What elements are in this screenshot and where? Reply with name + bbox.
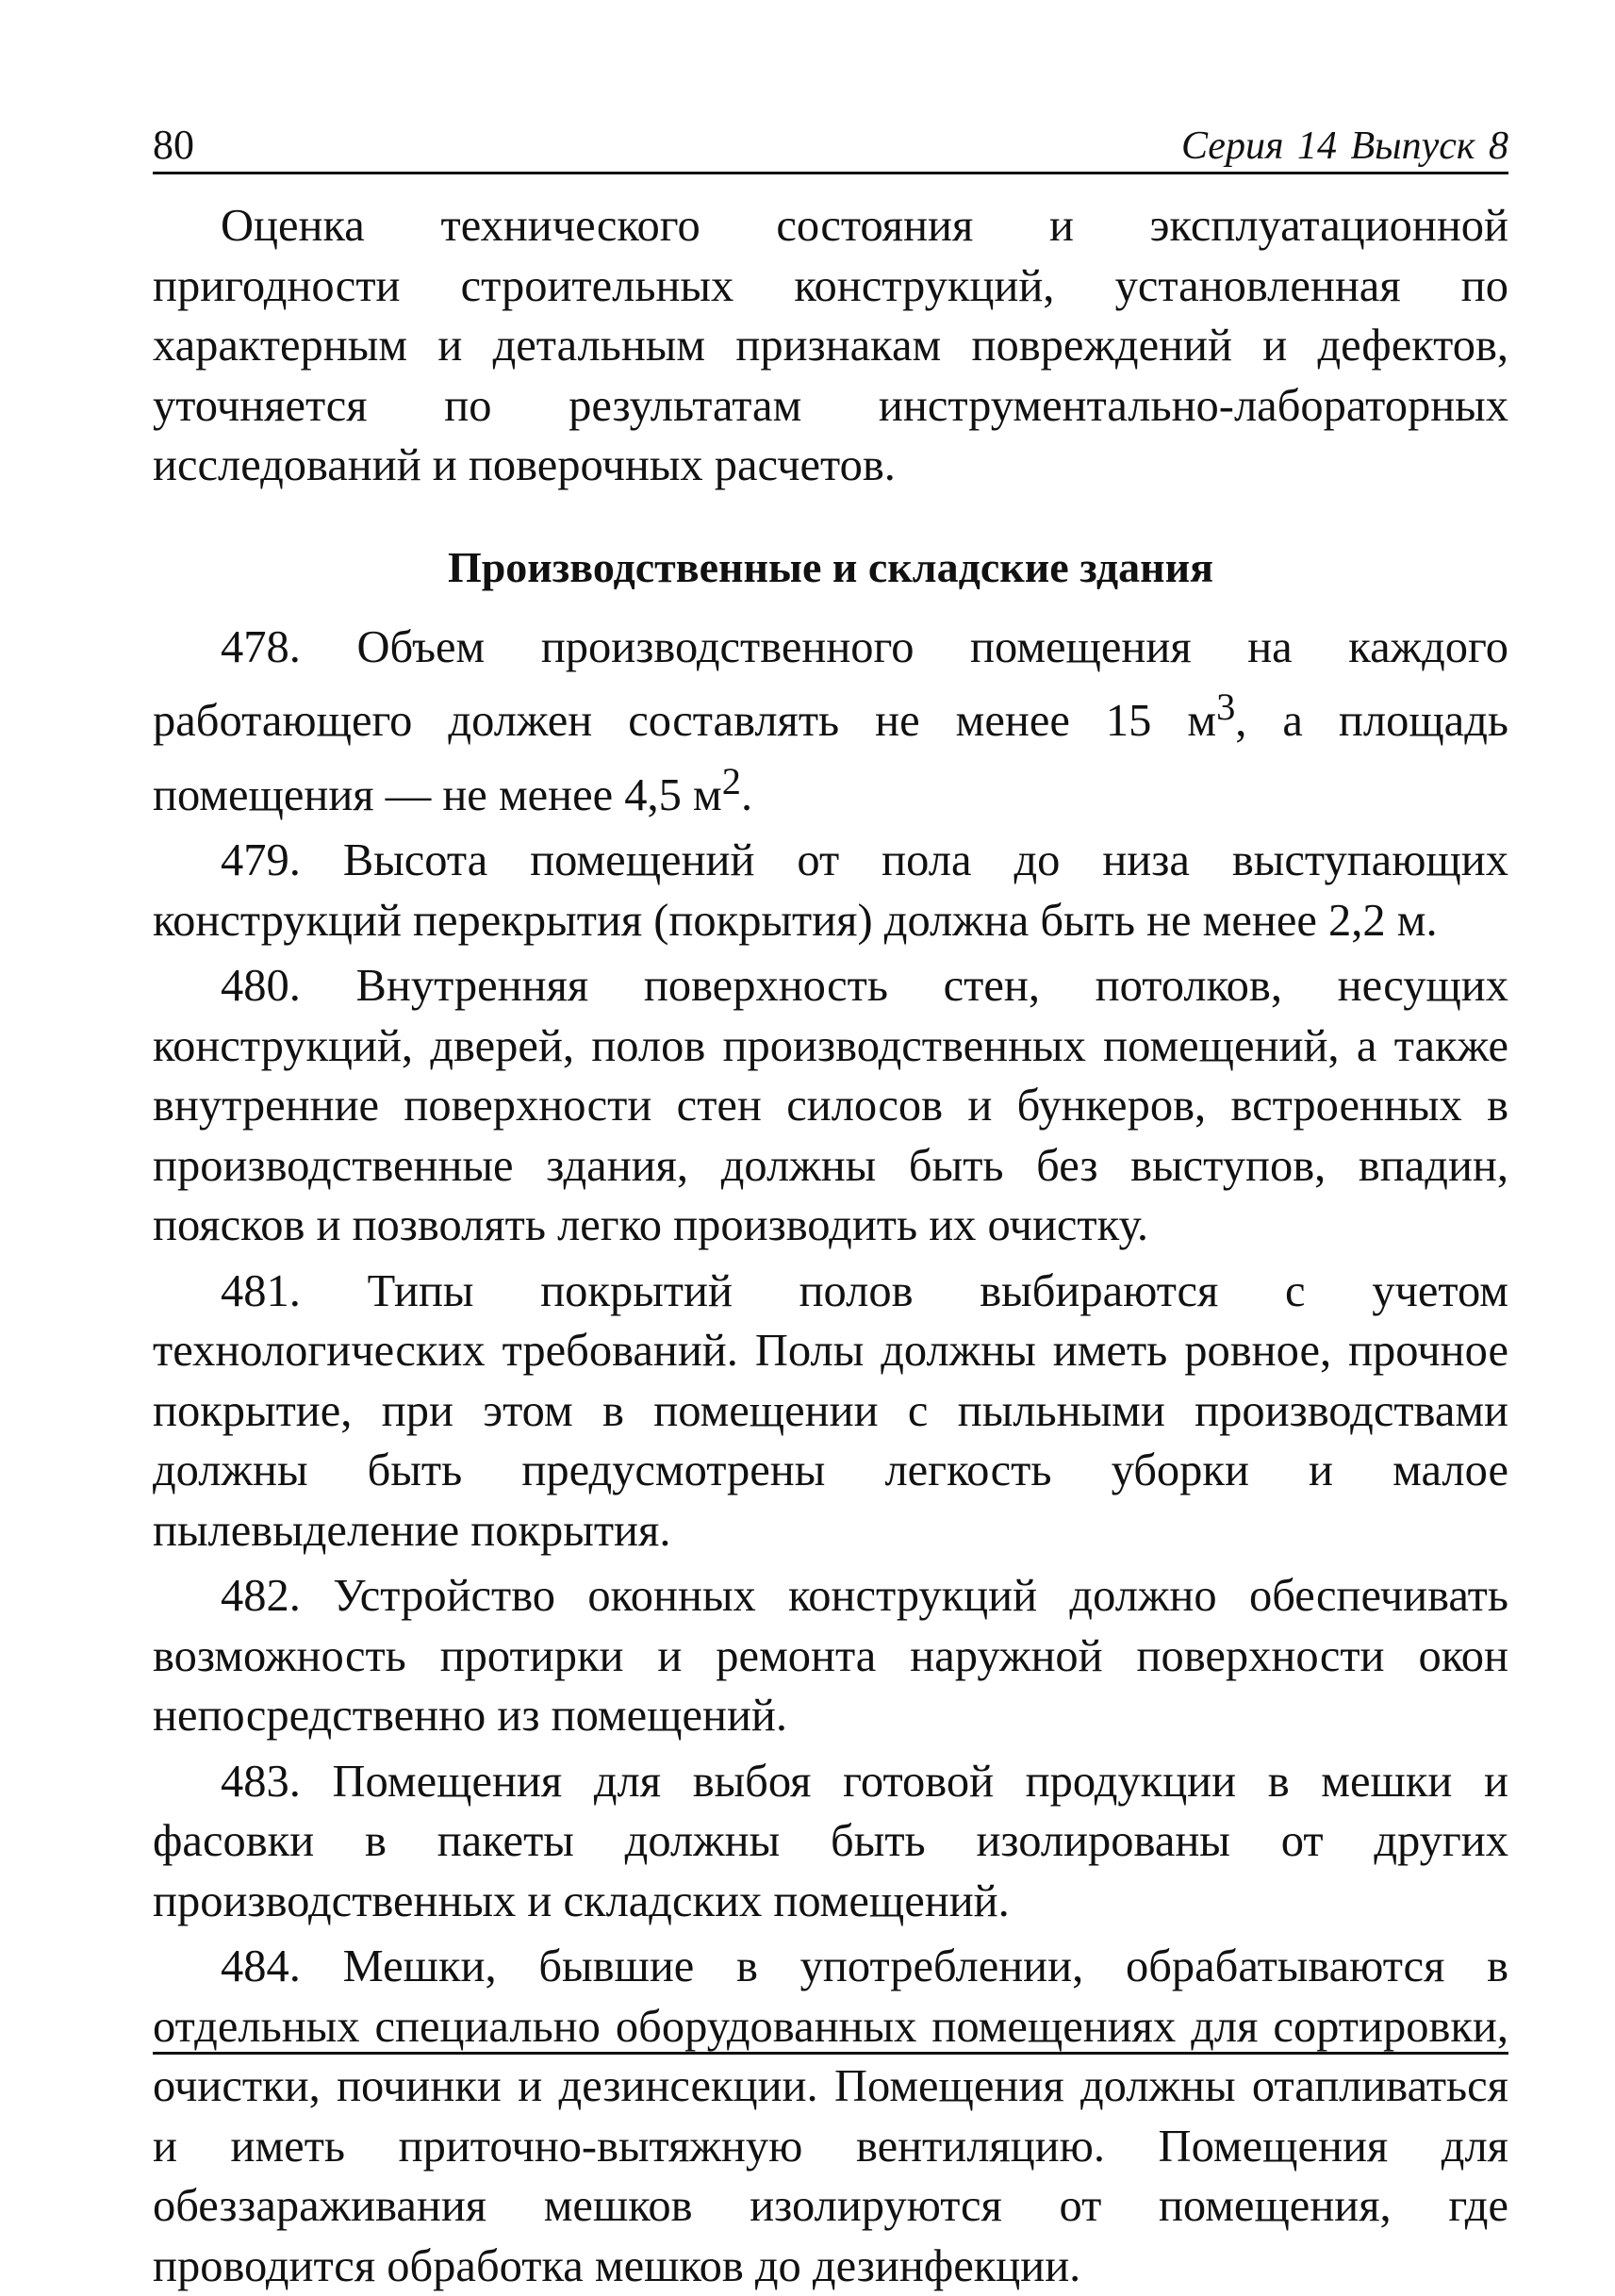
page-header [153,123,1508,174]
paragraph-479: 479. Высота помещений от пола до низа выступающих конструкций перекрытия (покрытия) должна быть не менее 2,2 м. [153,835,1508,946]
page-number: 80 [153,122,194,168]
page-body [153,196,1508,2296]
paragraph-480: 480. Внутренняя поверхность стен, потолков, несущих конструкций, дверей, полов производственных помещений, а также внутренние поверхности стен силосов и бункеров, встроенных в производственные здания, должны быть без выступов, впадин, поясков и позволять легко производить их очистку. [153,961,1508,1251]
intro-paragraph: Оценка технического состояния и эксплуатационной пригодности строительных конструкций, установленная по характерным и детальным признакам повреждений и дефектов, уточняется по результатам инструментально-лабораторных исследований и поверочных расчетов. [153,201,1508,490]
paragraph-478-text-before: 478. Объем производственного помещения на каждого работающего должен составлять не менее 15 м [153,621,1508,747]
superscript-cubic: 3 [1216,685,1236,728]
paragraph-484: 484. Мешки, бывшие в употреблении, обрабатываются в отдельных специально оборудованных помещениях для сортировки, очистки, починки и дезинсекции. Помещения должны отапливаться и иметь приточно-вытяжную вентиляцию. Помещения для обеззараживания мешков изолируются от помещения, где проводится обработка мешков до дезинфекции. [153,1941,1508,2291]
paragraph-483: 483. Помещения для выбоя готовой продукции в мешки и фасовки в пакеты должны быть изолированы от других производственных и складских помещений. [153,1756,1508,1926]
bottom-rule [153,2052,1508,2055]
paragraph-482: 482. Устройство оконных конструкций должно обеспечивать возможность протирки и ремонта наружной поверхности окон непосредственно из помещений. [153,1571,1508,1742]
superscript-square: 2 [721,759,741,802]
paragraph-481: 481. Типы покрытий полов выбираются с учетом технологических требований. Полы должны иметь ровное, прочное покрытие, при этом в помещении с пыльными производствами должны быть предусмотрены легкость уборки и малое пылевыделение покрытия. [153,1265,1508,1556]
section-heading: Производственные и складские здания [447,542,1214,591]
paragraph-478-text-after: . [740,769,753,820]
running-head: Серия 14 Выпуск 8 [1181,124,1508,168]
paragraph-478-text-middle: , а площадь помещения — не менее 4,5 м [153,696,1508,820]
paragraph-478 [153,618,1508,826]
